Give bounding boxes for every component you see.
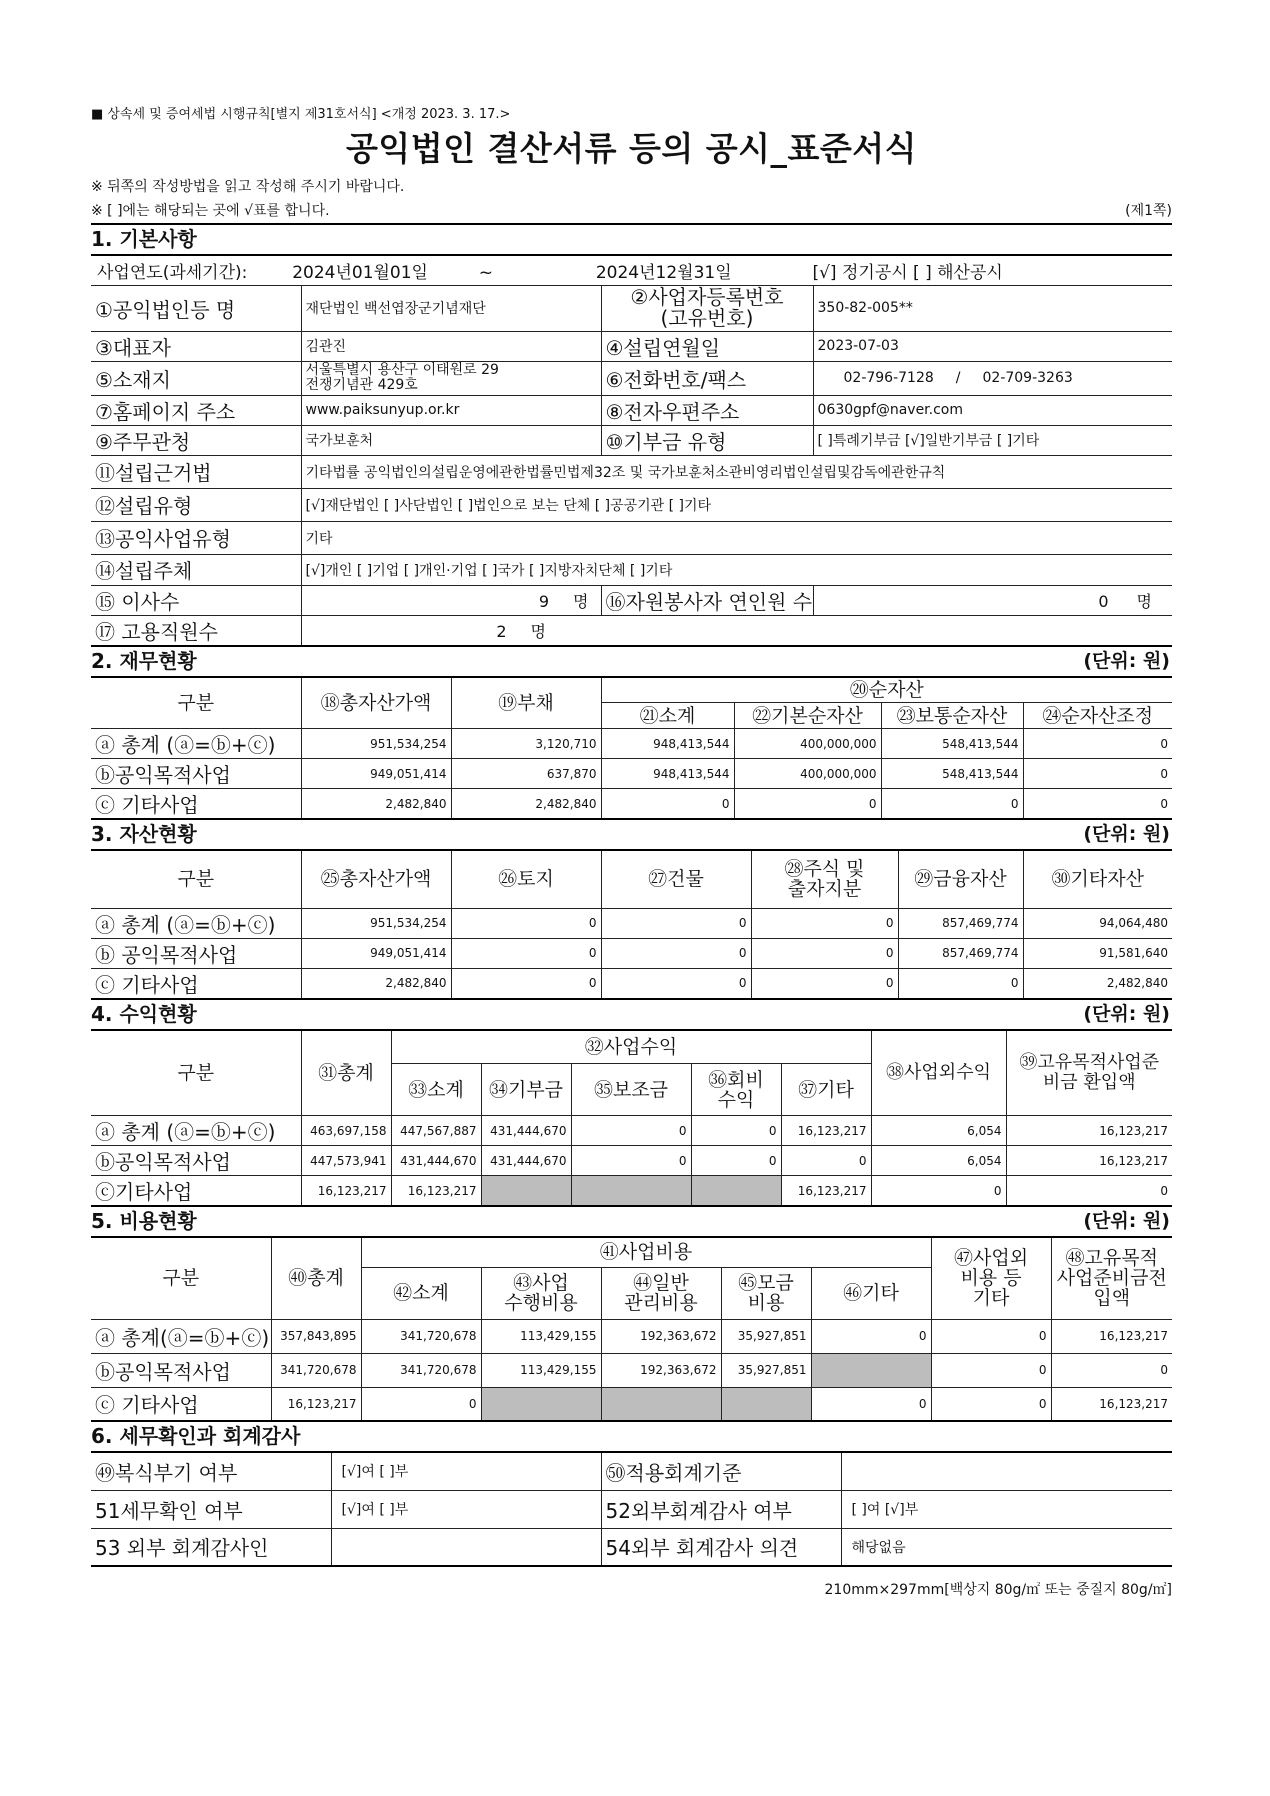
- exp-h-admin: [601, 1267, 721, 1319]
- exp-h-fund-1: ㊺모금: [738, 1272, 794, 1294]
- asset-h-fin: ㉙금융자산: [898, 850, 1023, 908]
- asset-cell: 0: [898, 968, 1023, 999]
- rep-label: ③대표자: [91, 331, 301, 361]
- fin-cell: 949,051,414: [301, 759, 451, 789]
- law-value: 기타법률 공익법인의설립운영에관한법률민법제32조 및 국가보훈처소관비영리법인설립및감독에관한규칙: [301, 455, 1172, 488]
- fin-h-gubun: 구분: [91, 677, 301, 729]
- exp-cell: 16,123,217: [1051, 1319, 1172, 1353]
- exp-h-gubun: 구분: [91, 1237, 271, 1319]
- fin-cell: 3,120,710: [451, 729, 601, 759]
- exp-cell: 0: [931, 1319, 1051, 1353]
- fin-row-label: ⓒ 기타사업: [91, 789, 301, 820]
- section-4-title: 4. 수익현황: [91, 1001, 197, 1026]
- section-5-title: 5. 비용현황: [91, 1209, 197, 1233]
- rev-cell: 0: [571, 1146, 691, 1176]
- rev-h-fee-1: ㊱회비: [708, 1068, 764, 1091]
- fin-cell: 948,413,544: [601, 759, 734, 789]
- esttype-label: ⑫설립유형: [91, 488, 301, 521]
- rev-cell: 16,123,217: [781, 1176, 871, 1207]
- rev-h-gubun: 구분: [91, 1030, 301, 1116]
- founder-row: [91, 554, 1172, 585]
- fin-h-sub: ㉑소계: [601, 703, 734, 729]
- directors-label: ⑮ 이사수: [91, 585, 301, 615]
- ministry-row: [91, 425, 1172, 455]
- period-start: 2024년01월01일: [292, 262, 428, 283]
- exp-h-etc: ㊻기타: [811, 1267, 931, 1319]
- exp-row: [91, 1387, 1172, 1421]
- rev-h-fee-2: 수익: [717, 1088, 755, 1111]
- exp-h-nonbiz-3: 기타: [972, 1287, 1010, 1310]
- asset-cell: 2,482,840: [301, 968, 451, 999]
- asset-row: [91, 938, 1172, 968]
- rev-cell: 16,123,217: [301, 1176, 391, 1207]
- asset-row: [91, 968, 1172, 999]
- rev-cell: 431,444,670: [481, 1146, 571, 1176]
- exp-cell: 357,843,895: [271, 1319, 361, 1353]
- exp-row: [91, 1319, 1172, 1353]
- acc-value: [841, 1452, 1172, 1490]
- auditor-value: [331, 1528, 601, 1566]
- donation-value: [ ]특례기부금 [√]일반기부금 [ ]기타: [813, 425, 1172, 455]
- rev-cell: 16,123,217: [1006, 1116, 1172, 1146]
- section-1-heading: [91, 223, 1172, 254]
- fin-h-normal: ㉓보통순자산: [881, 703, 1023, 729]
- asset-cell: 0: [451, 908, 601, 938]
- rep-row: [91, 331, 1172, 361]
- asset-row-label: ⓐ 총계 (ⓐ=ⓑ+ⓒ): [91, 908, 301, 938]
- rev-row-label: ⓒ기타사업: [91, 1176, 301, 1207]
- asset-cell: 0: [601, 968, 751, 999]
- asset-h-bldg: ㉗건물: [601, 850, 751, 908]
- email-value: 0630gpf@naver.com: [813, 395, 1172, 425]
- exp-cell-shaded: [601, 1387, 721, 1421]
- volunteers-count: 0: [1098, 591, 1109, 611]
- rev-cell: 0: [871, 1176, 1006, 1207]
- esttype-value: [√]재단법인 [ ]사단법인 [ ]법인으로 보는 단체 [ ]공공기관 [ ]기타: [301, 488, 1172, 521]
- bookkeeping-row: [91, 1452, 1172, 1490]
- asset-cell: 949,051,414: [301, 938, 451, 968]
- addr-row: [91, 361, 1172, 395]
- rev-cell: 6,054: [871, 1146, 1006, 1176]
- law-row: [91, 455, 1172, 488]
- phone-slash: /: [955, 370, 961, 386]
- asset-cell: 0: [601, 938, 751, 968]
- fin-cell: 2,482,840: [451, 789, 601, 820]
- name-label: ①공익법인등 명: [91, 285, 301, 331]
- directors-unit: 명: [573, 591, 589, 611]
- founder-label: ⑭설립주체: [91, 554, 301, 585]
- fin-cell: 0: [1023, 789, 1172, 820]
- exp-row-label: ⓑ공익목적사업: [91, 1353, 271, 1387]
- fin-row: [91, 759, 1172, 789]
- rev-h-reserve-1: ㊴고유목적사업준: [1019, 1051, 1160, 1073]
- basic-info-table: [91, 254, 1172, 647]
- rev-cell: 447,567,887: [391, 1116, 481, 1146]
- section-5-unit: (단위: 원): [1083, 1210, 1170, 1232]
- fin-h-total: ⑱총자산가액: [301, 677, 451, 729]
- paper-spec: 210mm×297mm[백상지 80g/㎡ 또는 중질지 80g/㎡]: [824, 1582, 1172, 1598]
- rev-h-donation: ㉞기부금: [481, 1064, 571, 1116]
- section-2-title: 2. 재무현황: [91, 648, 197, 673]
- rev-cell: 0: [1006, 1176, 1172, 1207]
- expense-table: [91, 1236, 1172, 1422]
- opinion-value: 해당없음: [841, 1528, 1172, 1566]
- exp-cell: 341,720,678: [361, 1319, 481, 1353]
- acc-label: ㊿적용회계기준: [601, 1452, 841, 1490]
- fin-cell: 2,482,840: [301, 789, 451, 820]
- asset-cell: 0: [751, 908, 898, 938]
- rev-cell: 0: [781, 1146, 871, 1176]
- volunteers-label: ⑯자원봉사자 연인원 수: [601, 585, 813, 615]
- rev-row: [91, 1146, 1172, 1176]
- estdate-value: 2023-07-03: [813, 331, 1172, 361]
- asset-row: [91, 908, 1172, 938]
- biztype-row: [91, 521, 1172, 554]
- exp-cell: 0: [811, 1387, 931, 1421]
- addr-value: [301, 361, 601, 395]
- asset-h-stock-1: ㉘주식 및: [784, 858, 865, 881]
- fin-cell: 951,534,254: [301, 729, 451, 759]
- section-2-heading: [91, 647, 1172, 676]
- exp-h-fund: [721, 1267, 811, 1319]
- rev-cell: 431,444,670: [391, 1146, 481, 1176]
- period-tilde: ~: [478, 262, 494, 283]
- fin-cell: 0: [1023, 729, 1172, 759]
- rev-h-biz: ㉜사업수익: [391, 1030, 871, 1064]
- phone-label: ⑥전화번호/팩스: [601, 361, 813, 395]
- employees-label: ⑰ 고용직원수: [91, 615, 301, 646]
- exp-cell: 16,123,217: [271, 1387, 361, 1421]
- page-number: (제1쪽): [1125, 203, 1172, 219]
- exp-cell-shaded: [481, 1387, 601, 1421]
- rev-cell-shaded: [691, 1176, 781, 1207]
- section-3-heading: [91, 820, 1172, 849]
- exp-cell: 0: [361, 1387, 481, 1421]
- fin-cell: 0: [881, 789, 1023, 820]
- rep-value: 김관진: [301, 331, 601, 361]
- rev-h-reserve-2: 비금 환입액: [1042, 1071, 1136, 1093]
- exp-h-fund-2: 비용: [747, 1292, 785, 1314]
- form-title: 공익법인 결산서류 등의 공시_표준서식: [345, 129, 917, 168]
- directors-count: 9: [538, 591, 550, 611]
- rev-cell-shaded: [481, 1176, 571, 1207]
- directors-row: [91, 585, 1172, 615]
- section-3-unit: (단위: 원): [1083, 823, 1170, 845]
- asset-cell: 857,469,774: [898, 938, 1023, 968]
- rev-cell: 16,123,217: [781, 1116, 871, 1146]
- exp-h-perf-2: 수행비용: [504, 1292, 578, 1314]
- opinion-label: 54외부 회계감사 의견: [601, 1528, 841, 1566]
- exp-cell: 0: [931, 1353, 1051, 1387]
- exp-cell: 192,363,672: [601, 1319, 721, 1353]
- phone-number: 02-796-7128: [843, 370, 934, 386]
- rev-cell: 431,444,670: [481, 1116, 571, 1146]
- rev-cell: 447,573,941: [301, 1146, 391, 1176]
- exp-cell-shaded: [811, 1353, 931, 1387]
- fin-h-adj: ㉔순자산조정: [1023, 703, 1172, 729]
- exp-header-row-1: [91, 1237, 1172, 1267]
- exp-h-admin-1: ㊹일반: [633, 1272, 689, 1294]
- asset-h-stock: [751, 850, 898, 908]
- fin-cell: 948,413,544: [601, 729, 734, 759]
- esttype-row: [91, 488, 1172, 521]
- asset-cell: 0: [451, 938, 601, 968]
- fin-row-label: ⓐ 총계 (ⓐ=ⓑ+ⓒ): [91, 729, 301, 759]
- financial-table: [91, 676, 1172, 821]
- section-5-heading: [91, 1207, 1172, 1236]
- audit-table: [91, 1451, 1172, 1567]
- rev-h-fee: [691, 1064, 781, 1116]
- employees-row: [91, 615, 1172, 646]
- section-1-title: 1. 기본사항: [91, 227, 197, 251]
- fin-cell: 400,000,000: [734, 759, 881, 789]
- asset-cell: 2,482,840: [1023, 968, 1172, 999]
- fin-cell: 548,413,544: [881, 729, 1023, 759]
- exp-h-res-3: 입액: [1093, 1287, 1131, 1310]
- asset-cell: 857,469,774: [898, 908, 1023, 938]
- audit-value: [ ]여 [√]부: [841, 1490, 1172, 1528]
- fax-number: 02-709-3263: [982, 370, 1073, 386]
- fin-row: [91, 729, 1172, 759]
- exp-h-nonbiz-2: 비용 등: [960, 1267, 1022, 1290]
- ministry-label: ⑨주무관청: [91, 425, 301, 455]
- fin-h-basic: ㉒기본순자산: [734, 703, 881, 729]
- rev-cell: 0: [571, 1116, 691, 1146]
- tax-label: 51세무확인 여부: [91, 1490, 331, 1528]
- rev-cell: 0: [691, 1116, 781, 1146]
- asset-row-label: ⓑ 공익목적사업: [91, 938, 301, 968]
- fin-cell: 0: [1023, 759, 1172, 789]
- form-reference: ■ 상속세 및 증여세법 시행규칙[별지 제31호서식] <개정 2023. 3. 17.>: [91, 107, 511, 122]
- section-6-heading: [91, 1422, 1172, 1451]
- exp-row-label: ⓒ 기타사업: [91, 1387, 271, 1421]
- exp-h-perf: [481, 1267, 601, 1319]
- rev-h-total: ㉛총계: [301, 1030, 391, 1116]
- donation-label: ⑩기부금 유형: [601, 425, 813, 455]
- note-instructions: [91, 175, 1172, 199]
- exp-cell-shaded: [721, 1387, 811, 1421]
- bizno-label: [601, 285, 813, 331]
- fin-cell: 0: [734, 789, 881, 820]
- asset-cell: 0: [751, 968, 898, 999]
- exp-cell: 192,363,672: [601, 1353, 721, 1387]
- note-2: ※ [ ]에는 해당되는 곳에 √표를 합니다.: [91, 203, 330, 219]
- exp-cell: 113,429,155: [481, 1353, 601, 1387]
- rev-row: [91, 1176, 1172, 1207]
- directors-value: [301, 585, 601, 615]
- tax-value: [√]여 [ ]부: [331, 1490, 601, 1528]
- exp-row-label: ⓐ 총계(ⓐ=ⓑ+ⓒ): [91, 1319, 271, 1353]
- rev-h-subsidy: ㉟보조금: [571, 1064, 691, 1116]
- law-label: ⑪설립근거법: [91, 455, 301, 488]
- fin-cell: 548,413,544: [881, 759, 1023, 789]
- employees-unit: 명: [530, 621, 546, 641]
- section-6-title: 6. 세무확인과 회계감사: [91, 1424, 301, 1448]
- form-page: [91, 105, 1172, 1599]
- note-1: ※ 뒤쪽의 작성방법을 읽고 작성해 주시기 바랍니다.: [91, 179, 405, 195]
- exp-cell: 113,429,155: [481, 1319, 601, 1353]
- exp-row: [91, 1353, 1172, 1387]
- section-2-unit: (단위: 원): [1083, 649, 1170, 672]
- exp-h-perf-1: ㊸사업: [513, 1272, 569, 1294]
- asset-h-gubun: 구분: [91, 850, 301, 908]
- empty-cell: [601, 615, 1172, 646]
- note-checkbox: [91, 199, 1172, 223]
- email-label: ⑧전자우편주소: [601, 395, 813, 425]
- asset-table: [91, 849, 1172, 1000]
- asset-h-land: ㉖토지: [451, 850, 601, 908]
- volunteers-value: [813, 585, 1172, 615]
- exp-h-total: ㊵총계: [271, 1237, 361, 1319]
- employees-value: [301, 615, 601, 646]
- period-end: 2024년12월31일: [595, 262, 732, 283]
- rev-row-label: ⓑ공익목적사업: [91, 1146, 301, 1176]
- volunteers-unit: 명: [1136, 591, 1153, 611]
- asset-cell: 0: [601, 908, 751, 938]
- addr-line-2: 전쟁기념관 429호: [305, 377, 418, 393]
- section-4-unit: (단위: 원): [1083, 1002, 1170, 1025]
- biztype-value: 기타: [301, 521, 1172, 554]
- name-row: [91, 285, 1172, 331]
- fin-cell: 0: [601, 789, 734, 820]
- founder-value: [√]개인 [ ]기업 [ ]개인·기업 [ ]국가 [ ]지방자치단체 [ ]기타: [301, 554, 1172, 585]
- disclosure-type: [√] 정기공시 [ ] 해산공시: [812, 262, 1003, 283]
- asset-cell: 0: [451, 968, 601, 999]
- exp-h-sub: ㊷소계: [361, 1267, 481, 1319]
- exp-h-res-1: ㊽고유목적: [1065, 1247, 1158, 1270]
- exp-cell: 35,927,851: [721, 1319, 811, 1353]
- home-label: ⑦홈페이지 주소: [91, 395, 301, 425]
- fin-row-label: ⓑ공익목적사업: [91, 759, 301, 789]
- fin-header-row-1: [91, 677, 1172, 703]
- exp-cell: 0: [931, 1387, 1051, 1421]
- exp-h-admin-2: 관리비용: [624, 1292, 698, 1314]
- rev-cell: 16,123,217: [391, 1176, 481, 1207]
- rev-h-etc: ㊲기타: [781, 1064, 871, 1116]
- addr-label: ⑤소재지: [91, 361, 301, 395]
- rev-cell: 463,697,158: [301, 1116, 391, 1146]
- employees-count: 2: [496, 621, 507, 641]
- exp-cell: 341,720,678: [361, 1353, 481, 1387]
- section-3-title: 3. 자산현황: [91, 822, 197, 846]
- phone-value: [813, 361, 1172, 395]
- bk-value: [√]여 [ ]부: [331, 1452, 601, 1490]
- biztype-label: ⑬공익사업유형: [91, 521, 301, 554]
- rev-header-row-1: [91, 1030, 1172, 1064]
- tax-row: [91, 1490, 1172, 1528]
- rev-row-label: ⓐ 총계 (ⓐ=ⓑ+ⓒ): [91, 1116, 301, 1146]
- home-row: [91, 395, 1172, 425]
- fin-cell: 400,000,000: [734, 729, 881, 759]
- exp-h-res-2: 사업준비금전: [1056, 1267, 1167, 1290]
- exp-h-nonbiz: [931, 1237, 1051, 1319]
- fin-h-debt: ⑲부채: [451, 677, 601, 729]
- asset-h-stock-2: 출자지분: [787, 878, 862, 901]
- section-4-heading: [91, 1000, 1172, 1029]
- bizno-value: 350-82-005**: [813, 285, 1172, 331]
- rev-h-reserve: [1006, 1030, 1172, 1116]
- period-label: 사업연도(과세기간):: [97, 262, 248, 283]
- rev-cell-shaded: [571, 1176, 691, 1207]
- name-value: 재단법인 백선엽장군기념재단: [301, 285, 601, 331]
- rev-row: [91, 1116, 1172, 1146]
- exp-cell: 0: [811, 1319, 931, 1353]
- asset-h-total: ㉕총자산가액: [301, 850, 451, 908]
- auditor-row: [91, 1528, 1172, 1566]
- bk-label: ㊾복식부기 여부: [91, 1452, 331, 1490]
- rev-h-nonbiz: ㊳사업외수익: [871, 1030, 1006, 1116]
- audit-label: 52외부회계감사 여부: [601, 1490, 841, 1528]
- exp-cell: 0: [1051, 1353, 1172, 1387]
- bizno-label-1: ②사업자등록번호: [630, 285, 784, 309]
- auditor-label: 53 외부 회계감사인: [91, 1528, 331, 1566]
- home-value: www.paiksunyup.or.kr: [301, 395, 601, 425]
- ministry-value: 국가보훈처: [301, 425, 601, 455]
- exp-cell: 16,123,217: [1051, 1387, 1172, 1421]
- asset-cell: 91,581,640: [1023, 938, 1172, 968]
- exp-cell: 35,927,851: [721, 1353, 811, 1387]
- fin-h-net: ⑳순자산: [601, 677, 1172, 703]
- exp-h-res: [1051, 1237, 1172, 1319]
- asset-cell: 94,064,480: [1023, 908, 1172, 938]
- period-row: [91, 255, 1172, 285]
- bizno-label-2: (고유번호): [660, 306, 754, 330]
- estdate-label: ④설립연월일: [601, 331, 813, 361]
- asset-row-label: ⓒ 기타사업: [91, 968, 301, 999]
- rev-cell: 16,123,217: [1006, 1146, 1172, 1176]
- asset-header-row: [91, 850, 1172, 908]
- asset-cell: 951,534,254: [301, 908, 451, 938]
- exp-h-biz: ㊶사업비용: [361, 1237, 931, 1267]
- rev-cell: 0: [691, 1146, 781, 1176]
- rev-h-sub: ㉝소계: [391, 1064, 481, 1116]
- addr-line-1: 서울특별시 용산구 이태원로 29: [305, 362, 499, 378]
- exp-cell: 341,720,678: [271, 1353, 361, 1387]
- rev-cell: 6,054: [871, 1116, 1006, 1146]
- fin-row: [91, 789, 1172, 820]
- asset-h-etc: ㉚기타자산: [1023, 850, 1172, 908]
- exp-h-nonbiz-1: ㊼사업외: [953, 1247, 1029, 1270]
- asset-cell: 0: [751, 938, 898, 968]
- fin-cell: 637,870: [451, 759, 601, 789]
- revenue-table: [91, 1029, 1172, 1208]
